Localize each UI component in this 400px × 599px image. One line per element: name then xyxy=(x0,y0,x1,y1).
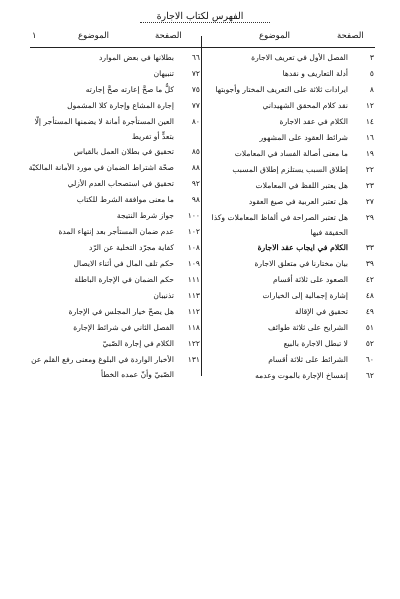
toc-page-number: ١١٢ xyxy=(187,307,200,316)
toc-entry xyxy=(30,272,200,288)
toc-page-number: ٣٩ xyxy=(365,259,374,268)
toc-entry-title-continued: الصّبيّ وأنّ عمده الخطأ xyxy=(101,370,174,379)
toc-entry xyxy=(30,82,200,98)
toc-entry-title: الصعود على ثلاثة أقسام xyxy=(273,275,348,284)
left-column xyxy=(30,50,200,382)
toc-entry-title: العين المستأجرة أمانة لا يضمنها المستأجر إلّا xyxy=(34,117,174,126)
toc-entry-title: تذنيبان xyxy=(153,291,174,300)
toc-entry-title: كفاية مجرّد التخلية عن الرّد xyxy=(89,243,174,252)
toc-entry xyxy=(204,178,374,194)
toc-entry-title: الكلام في إجارة الصّبيّ xyxy=(102,339,174,348)
toc-page-number: ١١٣ xyxy=(187,291,200,300)
toc-page-number: ١٦ xyxy=(365,133,374,142)
page-number: ١ xyxy=(32,31,37,41)
toc-page-number: ٥٢ xyxy=(365,339,374,348)
toc-page-number: ١١٨ xyxy=(187,323,200,332)
toc-entry xyxy=(30,160,200,176)
toc-entry-continuation xyxy=(204,226,374,240)
right-page-header: الصفحة xyxy=(337,31,364,41)
toc-page-number: ٩٨ xyxy=(191,195,200,204)
toc-entry-title: أدلة التعاريف و نقدها xyxy=(282,69,348,78)
toc-entry xyxy=(204,82,374,98)
toc-entry-title: هل يصحّ خيار المجلس في الإجارة xyxy=(68,307,174,316)
toc-page-number: ٧٢ xyxy=(191,69,200,78)
toc-entry-title: هل تعتبر العربية في صيغ العقود xyxy=(248,197,348,206)
toc-entry xyxy=(204,256,374,272)
toc-entry-title: تحقيق في الإقالة xyxy=(294,307,348,316)
toc-entry-title: بيان مختارنا في متعلق الاجارة xyxy=(254,259,348,268)
toc-page-number: ٨٠ xyxy=(191,117,200,126)
toc-page-number: ٢٩ xyxy=(365,213,374,222)
toc-page-number: ١٠٠ xyxy=(187,211,200,220)
toc-page-number: ٣٣ xyxy=(365,243,374,252)
toc-page-number: ١٣١ xyxy=(187,355,200,364)
toc-entry-title: ايرادات ثلاثة على التعريف المختار وأجوبتها xyxy=(215,85,348,94)
toc-page-number: ٤٩ xyxy=(365,307,374,316)
toc-entry-title: ما معنى أصالة الفساد في المعاملات xyxy=(234,149,348,158)
toc-page-number: ١٠٨ xyxy=(187,243,200,252)
toc-entry xyxy=(204,162,374,178)
toc-page-number: ٦٠ xyxy=(365,355,374,364)
toc-entry xyxy=(204,194,374,210)
toc-entry-continuation xyxy=(30,368,200,382)
toc-entry-title: نقد كلام المحقق الشهيداني xyxy=(262,101,348,110)
toc-page-number: ٦٦ xyxy=(191,53,200,62)
toc-entry xyxy=(30,256,200,272)
toc-entry-title: حكم الضمان في الإجارة الباطلة xyxy=(74,275,174,284)
toc-entry xyxy=(204,210,374,226)
toc-entry-title: الكلام في عقد الاجارة xyxy=(279,117,348,126)
toc-entry xyxy=(30,304,200,320)
toc-entry-title: صحّة اشتراط الضمان في مورد الأمانة المالكيّة xyxy=(28,163,174,172)
toc-page-number: ٢٢ xyxy=(365,165,374,174)
toc-page-number: ٧٥ xyxy=(191,85,200,94)
toc-entry-title: شرائط العقود على المشهور xyxy=(259,133,348,142)
left-column-header xyxy=(30,31,200,45)
toc-entry xyxy=(30,320,200,336)
toc-entry-title: إجارة المشاع وإجارة كلا المشمول xyxy=(67,101,174,110)
right-column xyxy=(204,50,374,384)
left-topic-header: الموضوع xyxy=(78,31,109,41)
toc-entry-title: الكلام في ايجاب عقد الاجارة xyxy=(257,243,348,252)
toc-entry xyxy=(30,98,200,114)
right-column-header xyxy=(204,31,374,45)
header-rule xyxy=(30,47,375,48)
toc-entry-title-continued: بتعدٍّ أو تفريط xyxy=(131,132,174,141)
toc-entry-title: الشرائط على ثلاثة أقسام xyxy=(268,355,348,364)
toc-page-number: ٨٨ xyxy=(191,163,200,172)
toc-page-number: ٩٢ xyxy=(191,179,200,188)
toc-page-number: ١١١ xyxy=(187,275,200,284)
toc-page-number: ٢٧ xyxy=(365,197,374,206)
toc-entry-title: إشارة إجمالية إلى الخيارات xyxy=(262,291,348,300)
toc-entry xyxy=(204,368,374,384)
toc-entry xyxy=(204,272,374,288)
toc-page-number: ١٠٩ xyxy=(187,259,200,268)
toc-entry-title: الفصل الأول في تعريف الاجارة xyxy=(251,53,348,62)
title-dotted-underline xyxy=(140,22,270,23)
toc-entry xyxy=(30,224,200,240)
toc-page-number: ١٢٢ xyxy=(187,339,200,348)
toc-entry xyxy=(30,66,200,82)
toc-entry-continuation xyxy=(30,130,200,144)
toc-entry-title: بطلانها في بعض الموارد xyxy=(99,53,174,62)
toc-page-number: ٢٣ xyxy=(365,181,374,190)
toc-page-number: ٤٨ xyxy=(365,291,374,300)
toc-entry-title: ما معنى موافقة الشرط للكتاب xyxy=(76,195,174,204)
toc-entry xyxy=(30,208,200,224)
toc-page-number: ٦٢ xyxy=(365,371,374,380)
toc-entry-title: جواز شرط النتيجة xyxy=(116,211,174,220)
toc-entry xyxy=(204,50,374,66)
toc-page-number: ٧٧ xyxy=(191,101,200,110)
toc-entry xyxy=(204,288,374,304)
toc-entry xyxy=(204,240,374,256)
toc-page-number: ٥١ xyxy=(365,323,374,332)
toc-entry xyxy=(30,192,200,208)
toc-page-number: ٤٢ xyxy=(365,275,374,284)
toc-entry xyxy=(204,320,374,336)
toc-page-number: ١٠٢ xyxy=(187,227,200,236)
toc-entry-title: الأخبار الواردة في البلوغ ومعنى رفع القلم عن xyxy=(31,355,174,364)
toc-page-number: ٥ xyxy=(369,69,374,78)
toc-entry xyxy=(30,336,200,352)
toc-entry xyxy=(30,50,200,66)
toc-entry-title: تنبيهان xyxy=(153,69,174,78)
toc-entry-title: عدم ضمان المستأجر بعد إنتهاء المدة xyxy=(58,227,174,236)
toc-entry xyxy=(30,114,200,130)
toc-entry-title: لا تبطل الاجارة بالبيع xyxy=(283,339,348,348)
toc-entry xyxy=(204,98,374,114)
toc-entry xyxy=(30,144,200,160)
toc-page-number: ٨٥ xyxy=(191,147,200,156)
toc-entry-title: حكم تلف المال في أثناء الايصال xyxy=(73,259,174,268)
right-topic-header: الموضوع xyxy=(259,31,290,41)
toc-entry-title: إطلاق السبب يستلزم إطلاق المسبب xyxy=(232,165,348,174)
toc-entry-title: هل يعتبر اللفظ في المعاملات xyxy=(255,181,348,190)
toc-page-number: ٣ xyxy=(369,53,374,62)
toc-entry xyxy=(30,240,200,256)
toc-entry xyxy=(204,304,374,320)
toc-entry xyxy=(204,66,374,82)
toc-entry-title: تحقيق في استصحاب العدم الأزلي xyxy=(67,179,174,188)
toc-page-number: ١٤ xyxy=(365,117,374,126)
toc-page-number: ٨ xyxy=(369,85,374,94)
left-page-header: الصفحة xyxy=(155,31,182,41)
column-divider xyxy=(201,36,202,376)
toc-entry-title-continued: الحقيقة فيها xyxy=(310,228,348,237)
toc-entry xyxy=(204,130,374,146)
page-title: الفهرس لكتاب الاجارة xyxy=(156,11,244,22)
toc-entry-title: تحقيق في بطلان العمل بالقياس xyxy=(73,147,174,156)
toc-entry xyxy=(30,288,200,304)
toc-entry-title: كلُّ ما صحَّ إعارته صحَّ إجارته xyxy=(85,85,174,94)
toc-entry xyxy=(204,352,374,368)
toc-entry xyxy=(204,114,374,130)
toc-entry-title: الفصل الثاني في شرائط الإجارة xyxy=(73,323,174,332)
toc-entry xyxy=(30,352,200,368)
toc-entry xyxy=(204,146,374,162)
toc-page-number: ١٩ xyxy=(365,149,374,158)
toc-entry-title: الشرايح على ثلاثة طوائف xyxy=(267,323,348,332)
toc-entry-title: إنفساخ الإجارة بالموت وعدمه xyxy=(255,371,348,380)
toc-entry-title: هل تعتبر الصراحة في ألفاظ المعاملات وكذا xyxy=(211,213,348,222)
toc-entry xyxy=(204,336,374,352)
toc-entry xyxy=(30,176,200,192)
toc-page-number: ١٢ xyxy=(365,101,374,110)
